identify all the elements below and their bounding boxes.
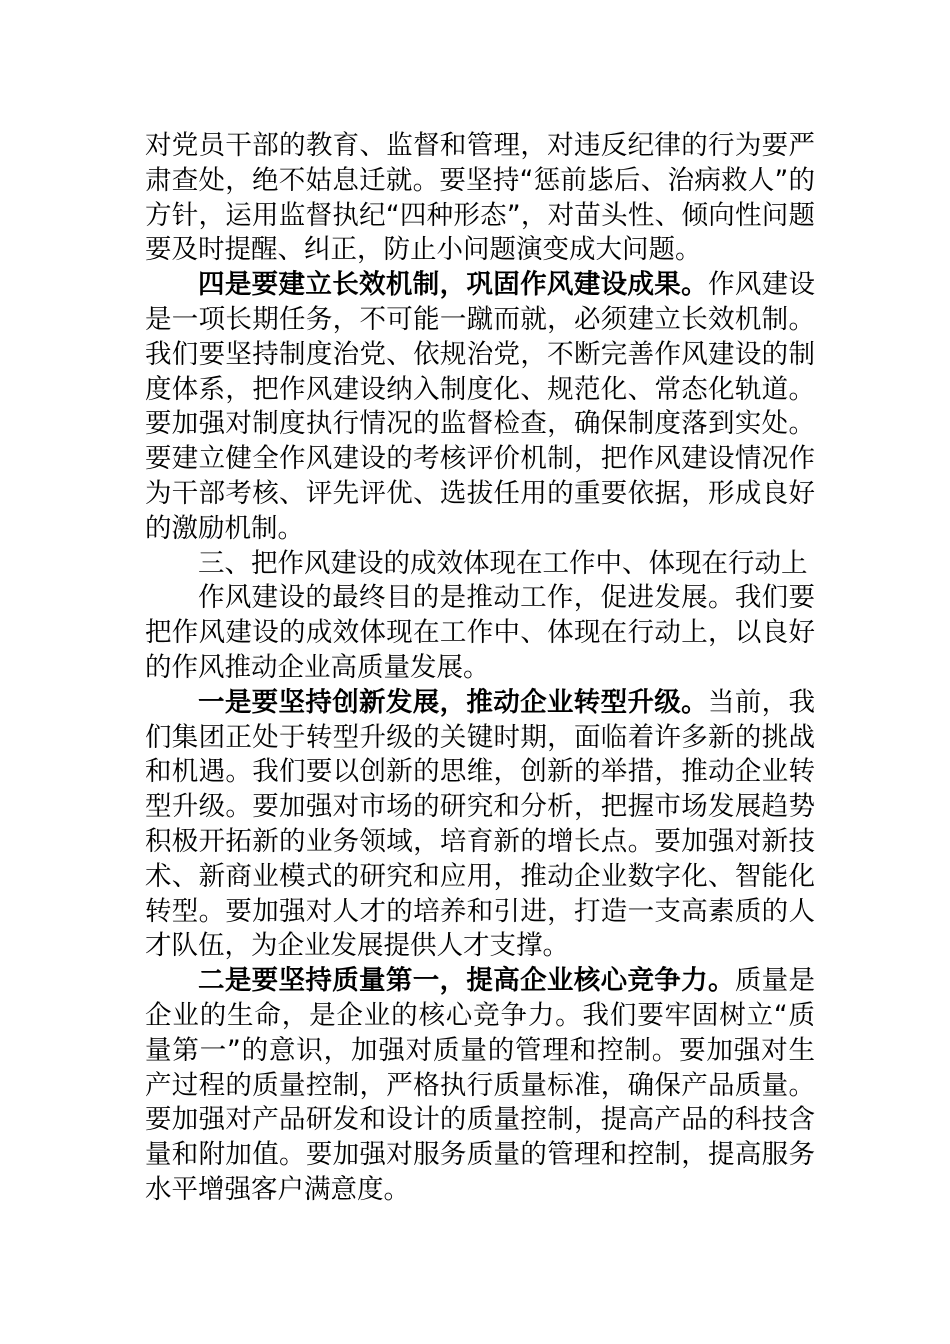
paragraph-lead-heading: 二是要坚持质量第一，提高企业核心竞争力。 (198, 965, 735, 997)
paragraph-lead-heading: 四是要建立长效机制，巩固作风建设成果。 (198, 269, 708, 301)
paragraph-lead-heading: 一是要坚持创新发展，推动企业转型升级。 (198, 686, 708, 718)
paragraph-text: 对党员干部的教育、监督和管理，对违反纪律的行为要严肃查处，绝不姑息迁就。要坚持“惩前毖后、治病救人”的方针，运用监督执纪“四种形态”，对苗头性、倾向性问题要及时提醒、纠正，防止小问题演变成大问题。 (145, 130, 815, 266)
paragraph-text: 作风建设的最终目的是推动工作，促进发展。我们要把作风建设的成效体现在工作中、体现在行动上，以良好的作风推动企业高质量发展。 (145, 582, 815, 683)
paragraph-discipline-continued (145, 129, 815, 268)
section-heading-text: 三、把作风建设的成效体现在工作中、体现在行动上 (198, 547, 808, 579)
document-page (145, 129, 815, 1208)
paragraph-text: 质量是企业的生命，是企业的核心竞争力。我们要牢固树立“质量第一”的意识，加强对质量的管理和控制。要加强对生产过程的质量控制，严格执行质量标准，确保产品质量。要加强对产品研发和设计的质量控制，提高产品的科技含量和附加值。要加强对服务质量的管理和控制，提高服务水平增强客户满意度。 (145, 965, 816, 1205)
section-heading-three (145, 547, 815, 582)
paragraph-innovation (145, 686, 815, 964)
paragraph-long-term-mechanism (145, 268, 815, 546)
paragraph-section-intro (145, 581, 815, 685)
paragraph-text: 当前，我们集团正处于转型升级的关键时期，面临着许多新的挑战和机遇。我们要以创新的思维，创新的举措，推动企业转型升级。要加强对市场的研究和分析，把握市场发展趋势积极开拓新的业务领域，培育新的增长点。要加强对新技术、新商业模式的研究和应用，推动企业数字化、智能化转型。要加强对人才的培养和引进，打造一支高素质的人才队伍，为企业发展提供人才支撑。 (145, 686, 816, 962)
paragraph-text: 作风建设是一项长期任务，不可能一蹴而就，必须建立长效机制。我们要坚持制度治党、依规治党，不断完善作风建设的制度体系，把作风建设纳入制度化、规范化、常态化轨道。要加强对制度执行情况的监督检查，确保制度落到实处。要建立健全作风建设的考核评价机制，把作风建设情况作为干部考核、评先评优、选拔任用的重要依据，形成良好的激励机制。 (145, 269, 816, 544)
paragraph-quality-first (145, 964, 815, 1208)
